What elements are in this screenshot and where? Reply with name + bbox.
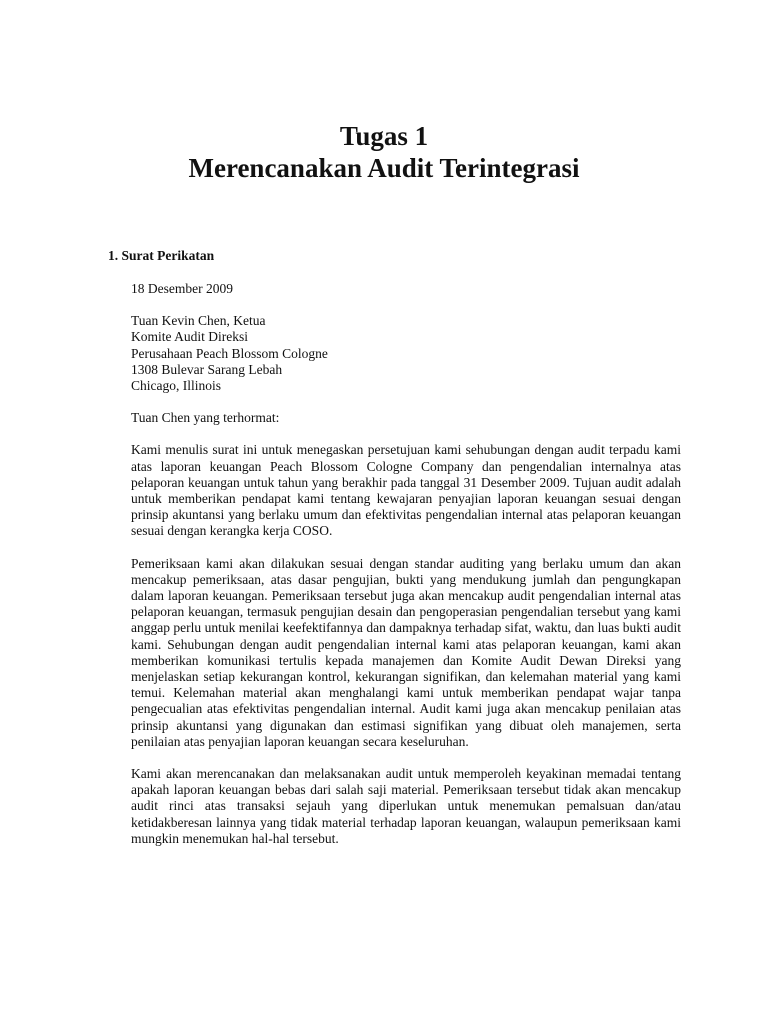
address-line: 1308 Bulevar Sarang Lebah — [131, 361, 283, 377]
paragraph: Kami menulis surat ini untuk menegaskan persetujuan kami sehubungan dengan audit terpadu kami atas laporan keuangan Peach Blossom Cologne Company dan pengendalian internalnya atas pelaporan keuangan untuk tahun yang berakhir pada tanggal 31 Desember 2009. Tujuan audit adalah untuk memberikan pendapat kami tentang kewajaran penyajian laporan keuangan sesuai dengan prinsip akuntansi yang berlaku umum dan efektivitas pengendalian internal atas pelaporan keuangan sesuai dengan kerangka kerja COSO. — [131, 442, 681, 539]
letter-date: 18 Desember 2009 — [131, 281, 233, 296]
document-title — [0, 120, 768, 184]
title-line-2: Merencanakan Audit Terintegrasi — [188, 153, 580, 183]
letter-body — [131, 281, 681, 863]
address-line: Chicago, Illinois — [131, 378, 221, 394]
address-line: Komite Audit Direksi — [131, 329, 248, 345]
salutation: Tuan Chen yang terhormat: — [131, 410, 280, 426]
paragraph: Pemeriksaan kami akan dilakukan sesuai dengan standar auditing yang berlaku umum dan akan mencakup pemeriksaan, atas dasar pengujian, bukti yang mendukung jumlah dan pengungkapan dalam laporan keuangan. Pemeriksaan tersebut juga akan mencakup audit pengendalian internal atas pelaporan keuangan, termasuk pengujian desain dan pengoperasian pengendalian tersebut yang kami anggap perlu untuk menilai keefektifannya dan dampaknya terhadap sifat, waktu, dan luas bukti audit kami. Sehubungan dengan audit pengendalian internal kami atas pelaporan keuangan, kami akan memberikan komunikasi tertulis kepada manajemen dan Komite Audit Dewan Direksi yang menjelaskan setiap kekurangan kontrol, kekurangan signifikan, dan kelemahan material yang kami temui. Kelemahan material akan menghalangi kami untuk memberikan pendapat wajar tanpa pengecualian atas efektivitas pengendalian internal. Audit kami juga akan mencakup penilaian atas prinsip akuntansi yang digunakan dan estimasi signifikan yang dibuat oleh manajemen, serta penilaian atas penyajian laporan keuangan secara keseluruhan. — [131, 555, 681, 749]
section-heading: 1. Surat Perikatan — [108, 248, 215, 263]
address-line: Perusahaan Peach Blossom Cologne — [131, 345, 328, 361]
title-line-1: Tugas 1 — [339, 121, 429, 151]
address-line: Tuan Kevin Chen, Ketua — [131, 313, 266, 329]
recipient-address — [131, 313, 681, 394]
paragraph: Kami akan merencanakan dan melaksanakan audit untuk memperoleh keyakinan memadai tentang apakah laporan keuangan bebas dari salah saji material. Pemeriksaan tersebut tidak akan mencakup audit rinci atas transaksi sejauh yang diperlukan untuk menemukan pemalsuan dan/atau ketidakberesan lainnya yang tidak material terhadap laporan keuangan, walaupun pemeriksaan kami mungkin menemukan hal-hal tersebut. — [131, 766, 681, 846]
